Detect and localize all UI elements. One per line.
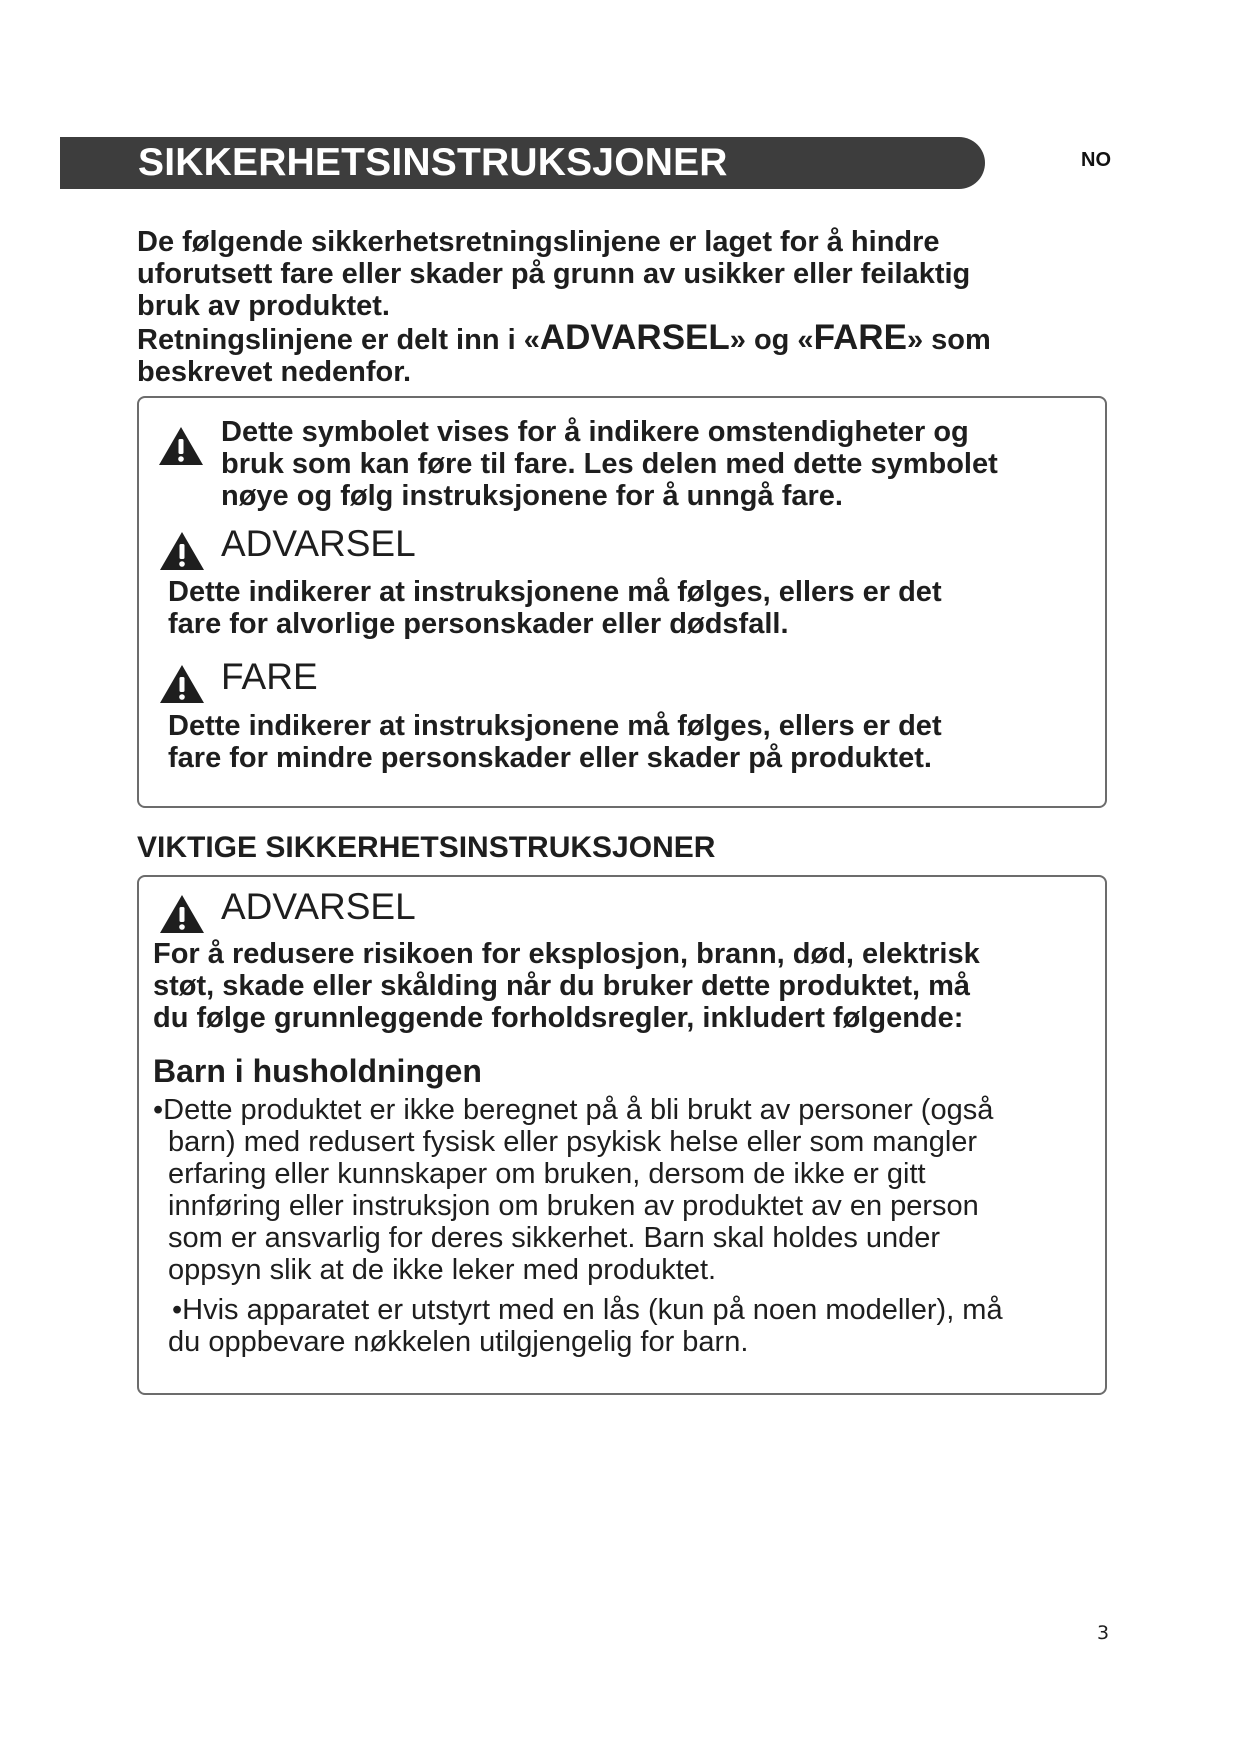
bullet-line: erfaring eller kunnskaper om bruken, dersom de ikke er gitt	[168, 1158, 926, 1190]
bullet-text: Hvis apparatet er utstyrt med en lås (kun på noen modeller), må	[182, 1294, 1003, 1326]
intro-line	[137, 318, 1117, 357]
bullet-line: du oppbevare nøkkelen utilgjengelig for barn.	[168, 1326, 749, 1358]
advarsel-description-line: Dette indikerer at instruksjonene må følges, ellers er det	[168, 576, 942, 608]
bullet-item	[153, 1094, 993, 1126]
warning-text-line: du følge grunnleggende forholdsregler, inkludert følgende:	[153, 1002, 964, 1034]
warning-triangle-icon	[158, 663, 206, 705]
intro-line: bruk av produktet.	[137, 290, 390, 322]
bullet-item	[172, 1294, 1003, 1326]
fare-heading: FARE	[221, 656, 318, 697]
warning-triangle-icon	[158, 893, 206, 935]
bullet-line	[153, 1094, 993, 1126]
bullet-line: innføring eller instruksjon om bruken av produktet av en person	[168, 1190, 979, 1222]
important-advarsel-heading: ADVARSEL	[221, 886, 416, 927]
intro-fare-term: FARE	[813, 318, 907, 357]
intro-text: » og «	[729, 324, 814, 356]
page-number: 3	[1097, 1622, 1110, 1644]
warning-triangle-icon	[157, 425, 205, 467]
bullet-line	[172, 1294, 1003, 1326]
intro-text: Retningslinjene er delt inn i «	[137, 324, 540, 356]
intro-text: » som	[906, 324, 991, 356]
bullet-line: barn) med redusert fysisk eller psykisk helse eller som mangler	[168, 1126, 978, 1158]
symbol-description-line: nøye og følg instruksjonene for å unngå fare.	[221, 480, 843, 512]
section-title: VIKTIGE SIKKERHETSINSTRUKSJONER	[137, 831, 716, 864]
subsection-heading: Barn i husholdningen	[153, 1053, 482, 1089]
fare-description-line: fare for mindre personskader eller skader på produktet.	[168, 742, 932, 774]
page-title: SIKKERHETSINSTRUKSJONER	[138, 141, 728, 184]
bullet-glyph: •	[153, 1094, 164, 1126]
language-code: NO	[1081, 149, 1111, 171]
intro-advarsel-term: ADVARSEL	[539, 318, 730, 357]
warning-text-line: støt, skade eller skålding når du bruker dette produktet, må	[153, 970, 971, 1002]
intro-line: De følgende sikkerhetsretningslinjene er laget for å hindre	[137, 226, 940, 258]
symbol-description-line: bruk som kan føre til fare. Les delen med dette symbolet	[221, 448, 998, 480]
warning-triangle-icon	[158, 530, 206, 572]
symbol-description-line: Dette symbolet vises for å indikere omstendigheter og	[221, 416, 969, 448]
bullet-line: som er ansvarlig for deres sikkerhet. Barn skal holdes under	[168, 1222, 941, 1254]
advarsel-description-line: fare for alvorlige personskader eller dødsfall.	[168, 608, 789, 640]
bullet-glyph: •	[172, 1294, 183, 1326]
bullet-text: Dette produktet er ikke beregnet på å bli brukt av personer (også	[163, 1094, 994, 1126]
intro-paragraph	[137, 226, 1117, 388]
intro-line: beskrevet nedenfor.	[137, 356, 411, 388]
intro-line: uforutsett fare eller skader på grunn av usikker eller feilaktig	[137, 258, 971, 290]
bullet-line: oppsyn slik at de ikke leker med produktet.	[168, 1254, 717, 1286]
advarsel-heading: ADVARSEL	[221, 523, 416, 564]
fare-description-line: Dette indikerer at instruksjonene må følges, ellers er det	[168, 710, 942, 742]
warning-text-line: For å redusere risikoen for eksplosjon, brann, død, elektrisk	[153, 938, 980, 970]
